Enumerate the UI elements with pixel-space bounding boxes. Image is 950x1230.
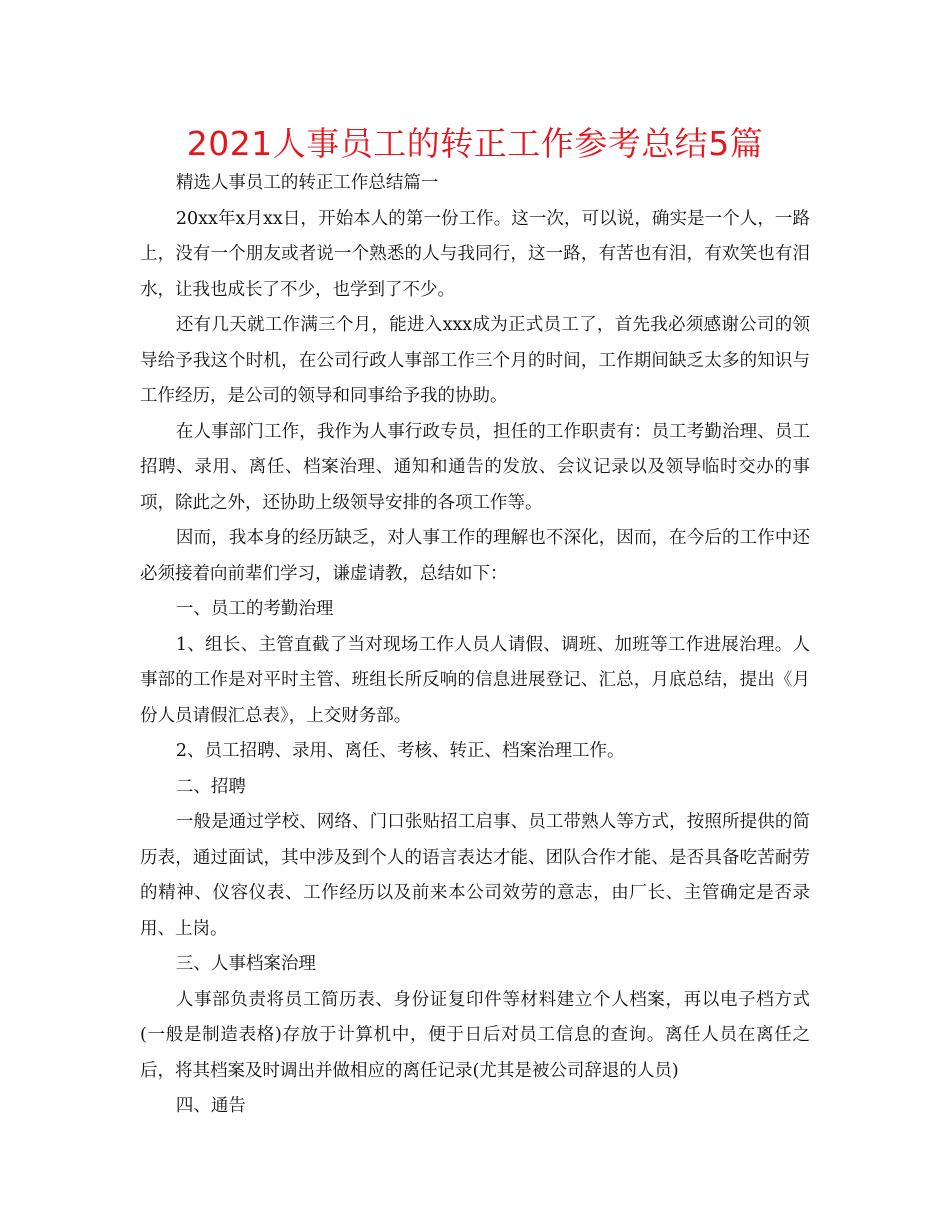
document-body <box>140 166 810 1125</box>
paragraph: 人事部负责将员工简历表、身份证复印件等材料建立个人档案，再以电子档方式(一般是制造表格)存放于计算机中，便于日后对员工信息的查询。离任人员在离任之后，将其档案及时调出并做相应的离任记录(尤其是被公司辞退的人员) <box>140 989 810 1081</box>
section-heading: 四、通告 <box>175 1096 246 1116</box>
paragraph: 在人事部门工作，我作为人事行政专员，担任的工作职责有：员工考勤治理、员工招聘、录用、离任、档案治理、通知和通告的发放、会议记录以及领导临时交办的事项，除此之外，还协助上级领导安排的各项工作等。 <box>140 421 810 513</box>
paragraph: 一般是通过学校、网络、门口张贴招工启事、员工带熟人等方式，按照所提供的简历表，通过面试，其中涉及到个人的语言表达才能、团队合作才能、是否具备吃苦耐劳的精神、仪容仪表、工作经历以及前来本公司效劳的意志，由厂长、主管确定是否录用、上岗。 <box>140 812 810 939</box>
paragraph: 因而，我本身的经历缺乏，对人事工作的理解也不深化，因而，在今后的工作中还必须接着向前辈们学习，谦虚请教，总结如下： <box>140 528 810 584</box>
paragraph: 2、员工招聘、录用、离任、考核、转正、档案治理工作。 <box>175 741 625 761</box>
paragraph-subtitle: 精选人事员工的转正工作总结篇一 <box>175 173 439 193</box>
document-title: 2021人事员工的转正工作参考总结5篇 <box>186 124 764 163</box>
paragraph: 20xx年x月xx日，开始本人的第一份工作。这一次，可以说，确实是一个人，一路上，没有一个朋友或者说一个熟悉的人与我同行，这一路，有苦也有泪，有欢笑也有泪水，让我也成长了不少，也学到了不少。 <box>140 208 810 300</box>
section-heading: 二、招聘 <box>175 776 246 797</box>
paragraph: 1、组长、主管直截了当对现场工作人员人请假、调班、加班等工作进展治理。人事部的工作是对平时主管、班组长所反响的信息进展登记、汇总，月底总结，提出《月份人员请假汇总表》，上交财务部。 <box>140 634 810 726</box>
paragraph: 还有几天就工作满三个月，能进入xxx成为正式员工了，首先我必须感谢公司的领导给予我这个时机，在公司行政人事部工作三个月的时间，工作期间缺乏太多的知识与工作经历，是公司的领导和同事给予我的协助。 <box>140 315 810 406</box>
section-heading: 一、员工的考勤治理 <box>175 599 334 619</box>
section-heading: 三、人事档案治理 <box>175 954 316 974</box>
